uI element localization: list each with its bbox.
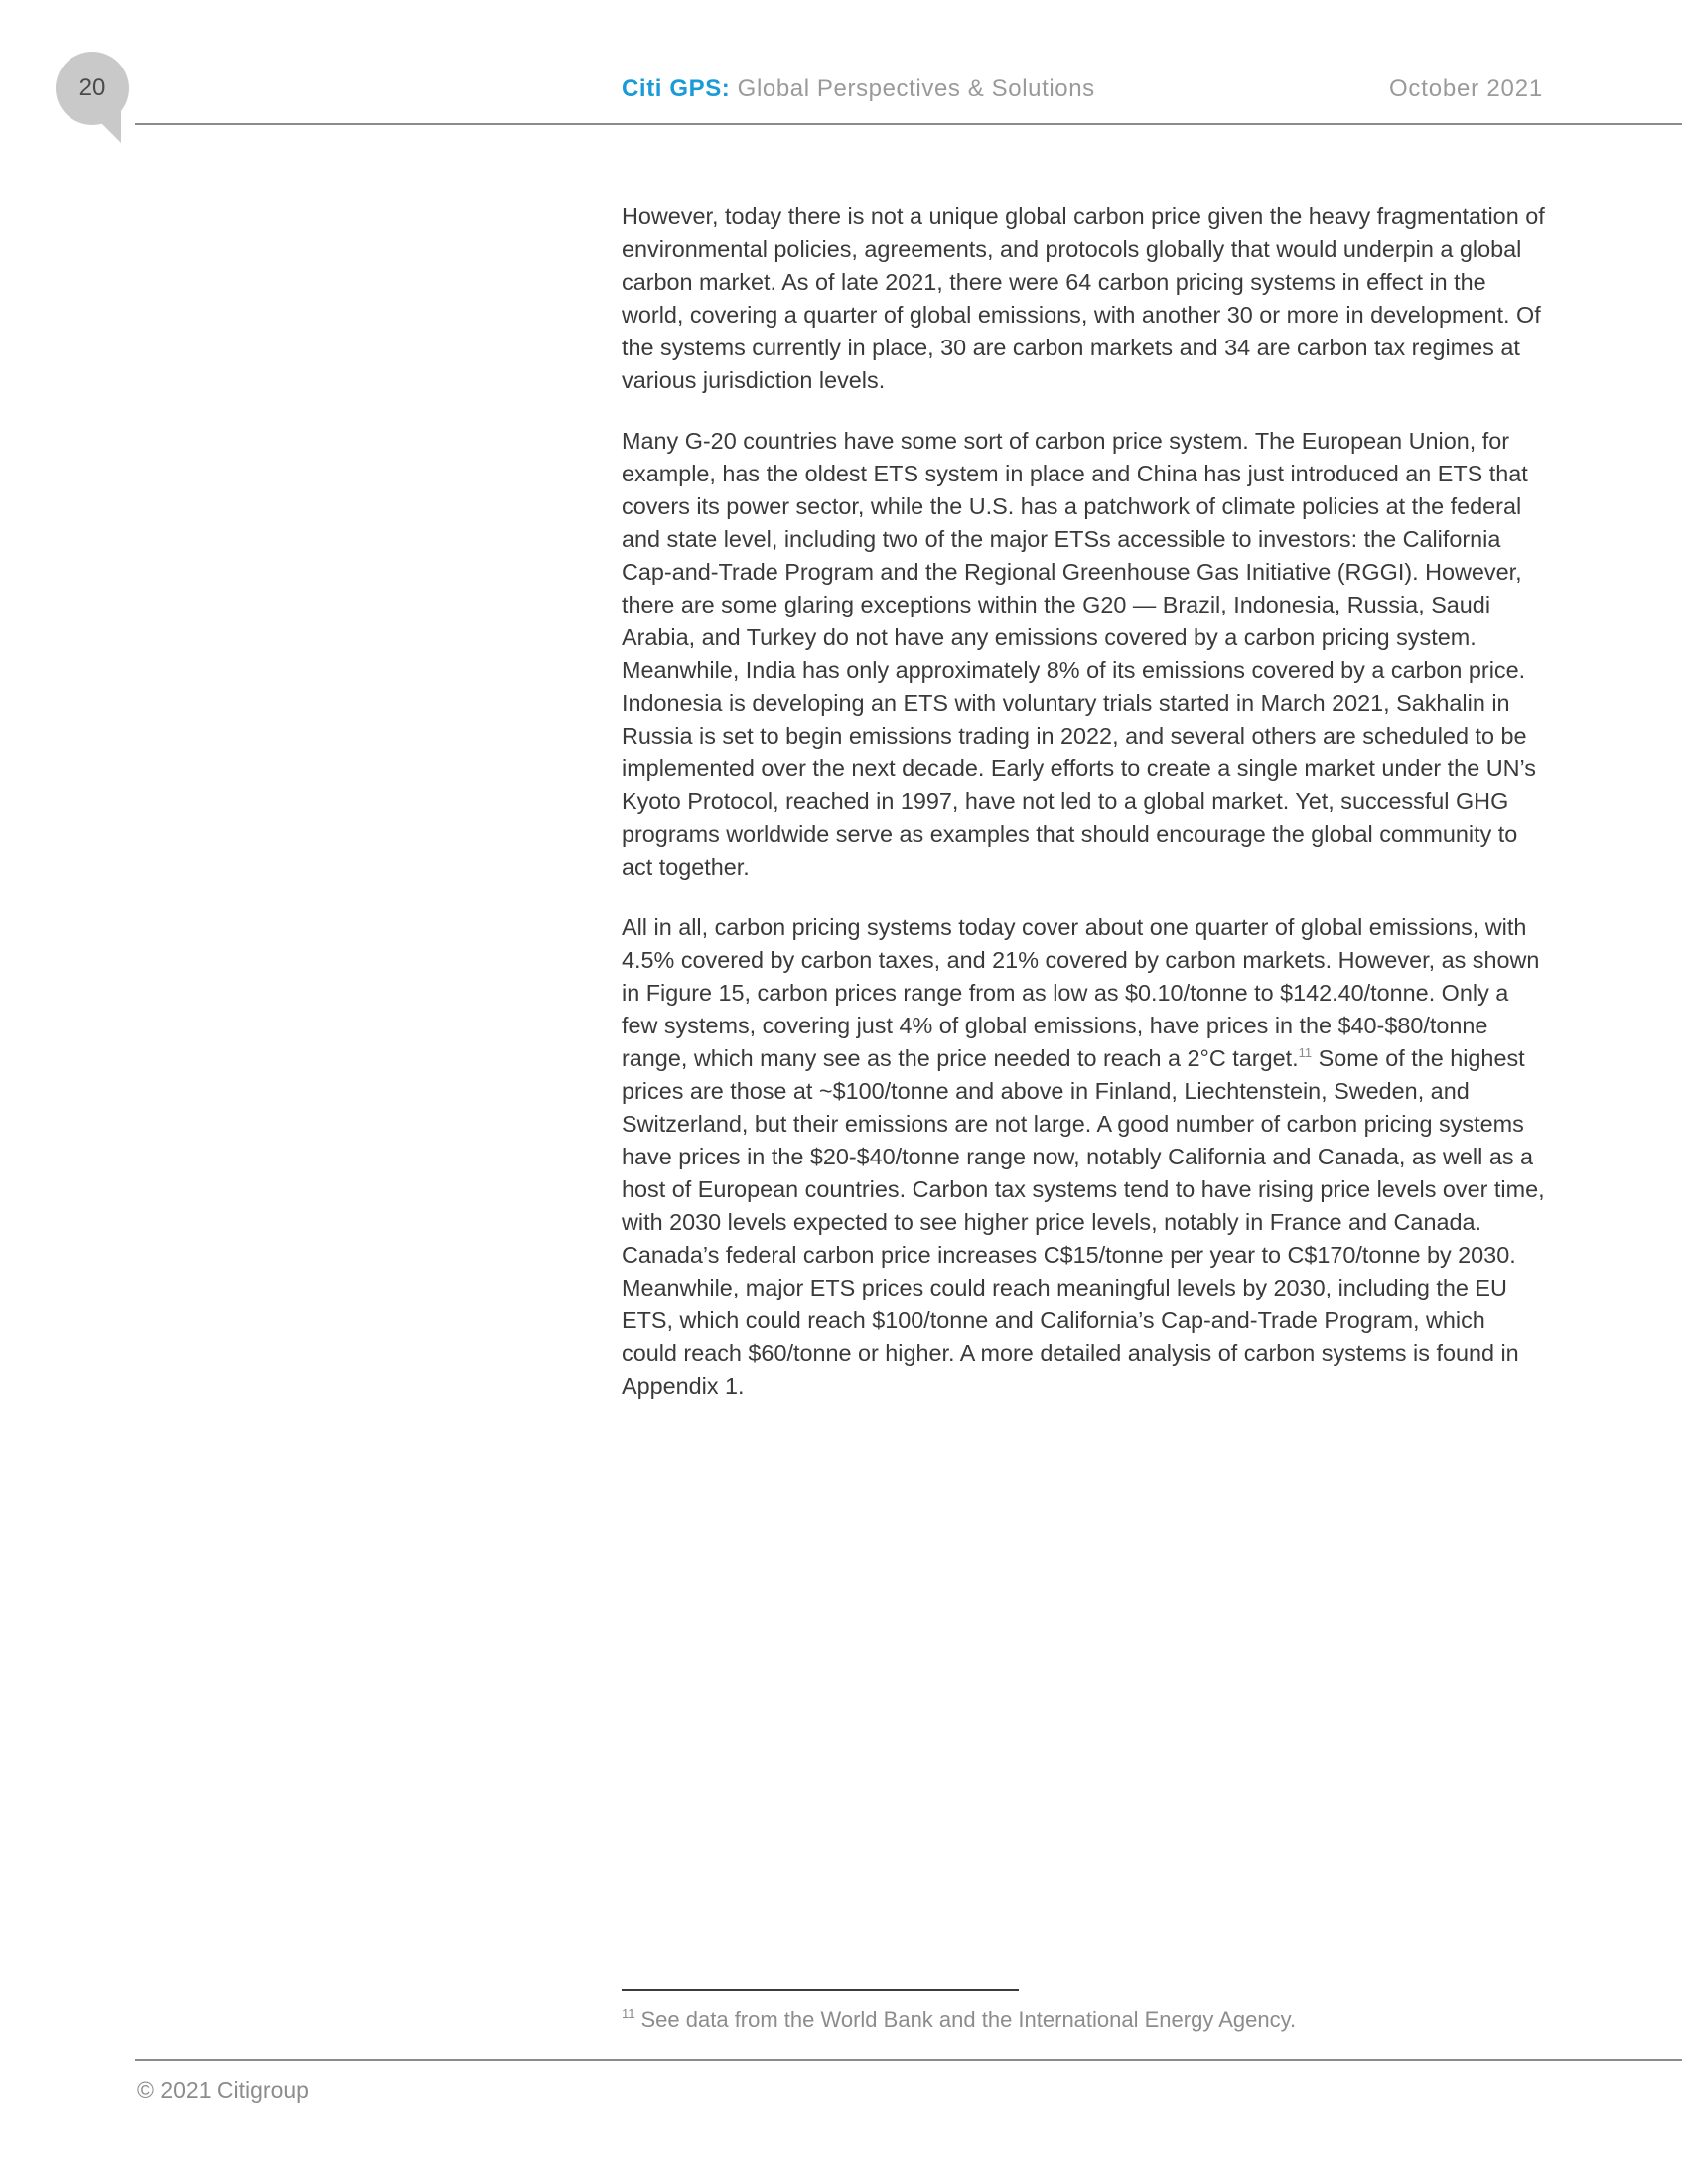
paragraph bbox=[622, 911, 1545, 1403]
copyright: © 2021 Citigroup bbox=[137, 2077, 309, 2103]
header-brand: Citi GPS: bbox=[622, 75, 731, 102]
header-date: October 2021 bbox=[1388, 75, 1543, 102]
footnote bbox=[622, 2007, 1296, 2033]
paragraph: However, today there is not a unique global carbon price given the heavy fragmentation of environmental policies, agreements, and protocols globally that would underpin a global carbon market. As of late 2021, there were 64 carbon pricing systems in effect in the world, covering a quarter of global emissions, with another 30 or more in development. Of the systems currently in place, 30 are carbon markets and 34 are carbon tax regimes at various jurisdiction levels. bbox=[622, 204, 1545, 393]
footnote-divider bbox=[622, 1989, 1019, 1991]
paragraph-text: Some of the highest prices are those at ~$100/tonne and above in Finland, Liechtenstein, Sweden, and Switzerland, but their emissions are not large. A good number of carbon pricing systems have prices in the $20-$40/tonne range now, notably California and Canada, as well as a host of European countries. Carbon tax systems tend to have rising price levels over time, with 2030 levels expected to see higher price levels, notably in France and Canada. Canada’s federal carbon price increases C$15/tonne per year to C$170/tonne by 2030. Meanwhile, major ETS prices could reach meaningful levels by 2030, including the EU ETS, which could reach $100/tonne and California’s Cap-and-Trade Program, which could reach $60/tonne or higher. A more detailed analysis of carbon systems is found in Appendix 1. bbox=[622, 1045, 1545, 1399]
body-text bbox=[622, 201, 1545, 1431]
paragraph: Many G-20 countries have some sort of carbon price system. The European Union, for example, has the oldest ETS system in place and China has just introduced an ETS that covers its power sector, while the U.S. has a patchwork of climate policies at the federal and state level, including two of the major ETSs accessible to investors: the California Cap-and-Trade Program and the Regional Greenhouse Gas Initiative (RGGI). However, there are some glaring exceptions within the G20 — Brazil, Indonesia, Russia, Saudi Arabia, and Turkey do not have any emissions covered by a carbon pricing system. Meanwhile, India has only approximately 8% of its emissions covered by a carbon price. Indonesia is developing an ETS with voluntary trials started in March 2021, Sakhalin in Russia is set to begin emissions trading in 2022, and several others are scheduled to be implemented over the next decade. Early efforts to create a single market under the UN’s Kyoto Protocol, reached in 1997, have not led to a global market. Yet, successful GHG programs worldwide serve as examples that should encourage the global community to act together. bbox=[622, 428, 1536, 880]
paragraph-text: All in all, carbon pricing systems today cover about one quarter of global emissions, with 4.5% covered by carbon taxes, and 21% covered by carbon markets. However, as shown in Figure 15, carbon prices range from as low as $0.10/tonne to $142.40/tonne. Only a few systems, covering just 4% of global emissions, have prices in the $40-$80/tonne range, which many see as the price needed to reach a 2°C target. bbox=[622, 914, 1540, 1071]
header-subtitle: Global Perspectives & Solutions bbox=[730, 75, 1095, 102]
footnote-text: See data from the World Bank and the International Energy Agency. bbox=[640, 2007, 1297, 2032]
footnote-reference[interactable]: 11 bbox=[1298, 1045, 1313, 1060]
header-divider bbox=[135, 123, 1682, 125]
footnote-number: 11 bbox=[622, 2006, 635, 2021]
header-title bbox=[622, 75, 1095, 103]
footer-divider bbox=[135, 2059, 1682, 2061]
page-number: 20 bbox=[78, 74, 106, 101]
